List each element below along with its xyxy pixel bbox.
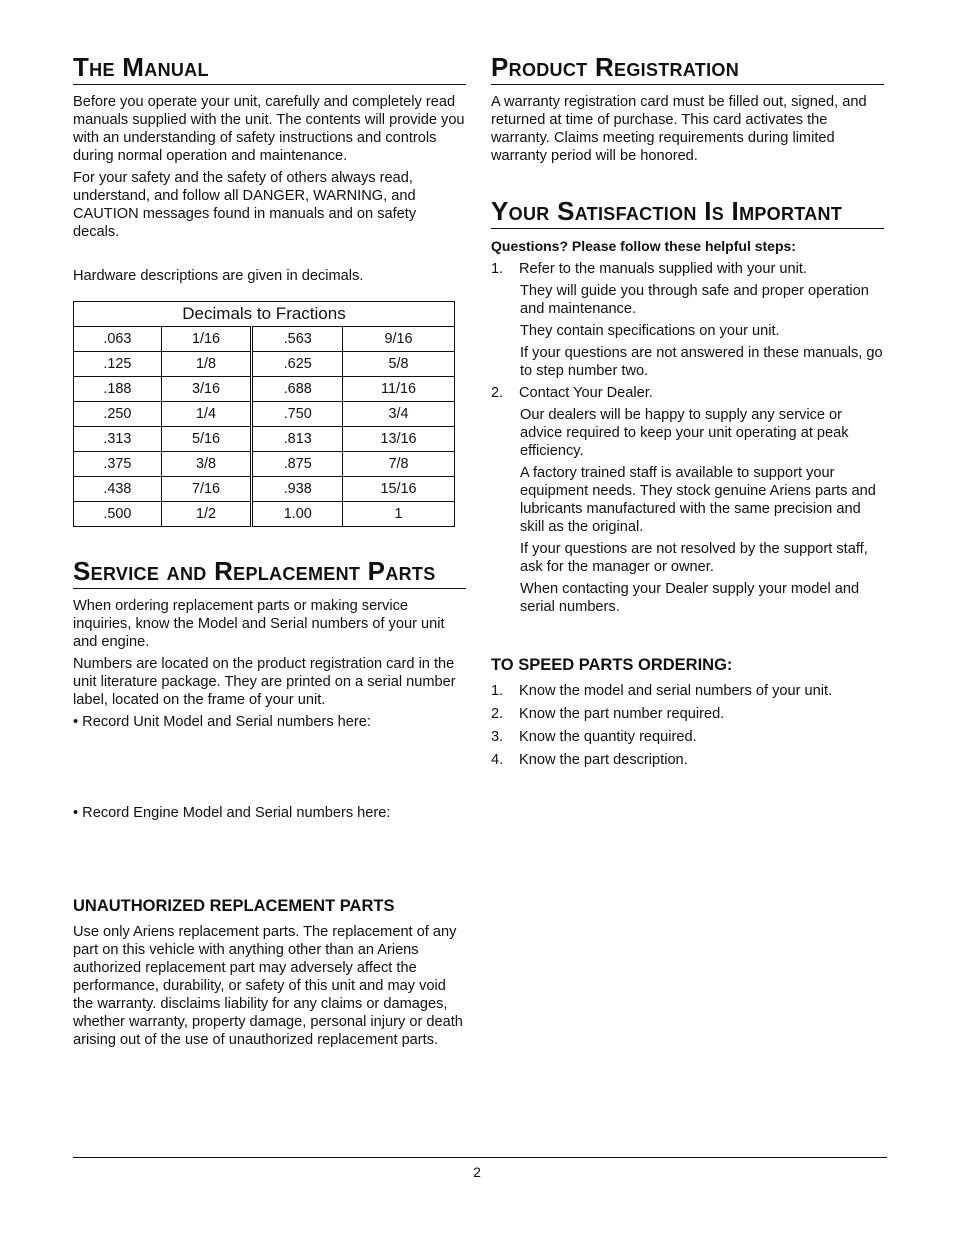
list-item: 3. Know the quantity required.	[491, 729, 697, 745]
record-engine-line: • Record Engine Model and Serial numbers here:	[73, 805, 391, 821]
hardware-note: Hardware descriptions are given in decimals.	[73, 268, 364, 284]
table-row: .188 3/16 .688 11/16	[74, 377, 455, 402]
table-row: .438 7/16 .938 15/16	[74, 477, 455, 502]
list-item: 1. Refer to the manuals supplied with your unit.	[491, 261, 807, 277]
table-row: .125 1/8 .625 5/8	[74, 352, 455, 377]
list-item: 2. Contact Your Dealer.	[491, 385, 653, 401]
step-detail: They will guide you through safe and proper operation and maintenance.	[520, 283, 869, 317]
section-title-manual: The Manual	[73, 52, 466, 85]
step-detail: Our dealers will be happy to supply any service or advice required to keep your unit operating at peak efficiency.	[520, 407, 849, 459]
page-number: 2	[473, 1164, 481, 1180]
step-detail: They contain specifications on your unit.	[520, 323, 780, 339]
table-row: .500 1/2 1.00 1	[74, 502, 455, 527]
table-title: Decimals to Fractions	[74, 302, 455, 327]
step-detail: If your questions are not answered in these manuals, go to step number two.	[520, 345, 883, 379]
list-item: 2. Know the part number required.	[491, 706, 725, 722]
speed-parts-heading: TO SPEED PARTS ORDERING:	[491, 656, 733, 674]
table-row: .063 1/16 .563 9/16	[74, 327, 455, 352]
list-item: 1. Know the model and serial numbers of your unit.	[491, 683, 833, 699]
unauthorized-parts-paragraph: Use only Ariens replacement parts. The replacement of any part on this vehicle with anything other than an Ariens authorized replacement part may adversely affect the performance, durability, or safety of this unit and may void the warranty. disclaims liability for any claims or damages, whether warranty, property damage, personal injury or death arising out of the use of unauthorized replacement parts.	[73, 924, 463, 1048]
table-row: .250 1/4 .750 3/4	[74, 402, 455, 427]
questions-heading: Questions? Please follow these helpful steps:	[491, 238, 796, 254]
right-column	[491, 52, 884, 769]
section-title-registration: Product Registration	[491, 52, 884, 85]
section-title-satisfaction: Your Satisfaction Is Important	[491, 196, 884, 229]
list-item: 4. Know the part description.	[491, 752, 688, 768]
service-paragraph: When ordering replacement parts or making service inquiries, know the Model and Serial numbers of your unit and engine.	[73, 598, 445, 650]
registration-paragraph: A warranty registration card must be filled out, signed, and returned at time of purchase. This card activates the warranty. Claims meeting requirements during limited warranty period will be honored.	[491, 94, 867, 164]
footer-divider	[73, 1157, 887, 1158]
table-row: .313 5/16 .813 13/16	[74, 427, 455, 452]
step-detail: If your questions are not resolved by the support staff, ask for the manager or owner.	[520, 541, 868, 575]
manual-paragraph: Before you operate your unit, carefully and completely read manuals supplied with the unit. The contents will provide you with an understanding of safety instructions and controls during normal operation and maintenance.	[73, 94, 465, 164]
step-detail: When contacting your Dealer supply your model and serial numbers.	[520, 581, 860, 615]
record-unit-line: • Record Unit Model and Serial numbers here:	[73, 714, 371, 730]
left-column	[73, 52, 466, 1049]
unauthorized-parts-heading: UNAUTHORIZED REPLACEMENT PARTS	[73, 897, 395, 915]
step-detail: A factory trained staff is available to support your equipment needs. They stock genuine Ariens parts and lubricants manufactured with the same precision and skill as the original.	[520, 465, 876, 535]
numbers-location-paragraph: Numbers are located on the product registration card in the unit literature package. They are printed on a serial number label, located on the frame of your unit.	[73, 656, 456, 708]
section-title-service: Service and Replacement Parts	[73, 556, 466, 589]
table-row: .375 3/8 .875 7/8	[74, 452, 455, 477]
decimals-to-fractions-table	[73, 301, 455, 527]
manual-safety-paragraph: For your safety and the safety of others always read, understand, and follow all DANGER, WARNING, and CAUTION messages found in manuals and on safety decals.	[73, 170, 417, 240]
